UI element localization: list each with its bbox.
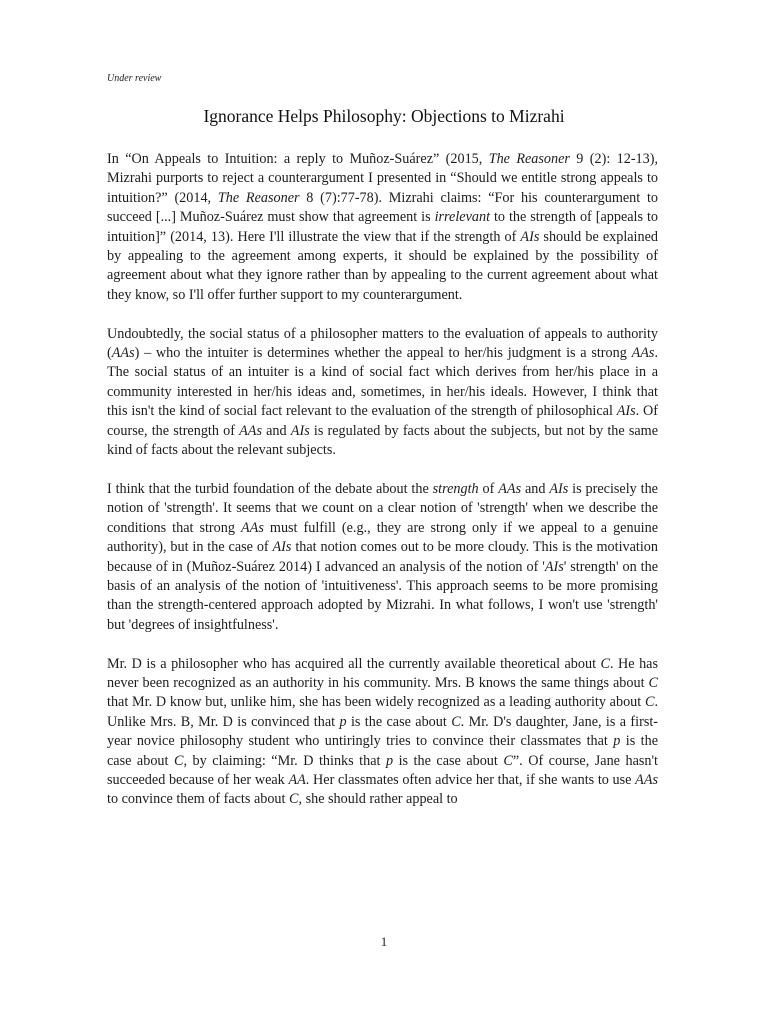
text-run: should be explained by appealing to the agreement among experts, it should be explained by the possibility of agreement about what they ignore rather than by appealing to the current agreement about what they know, so I'll offer further support to my counterargument.: [107, 228, 658, 303]
text-run: is regulated by facts about the subjects, but not by the same kind of facts about the relevant subjects.: [107, 422, 658, 459]
text-run: is precisely the notion of 'strength'. It seems that we count on a clear notion of 'strength' when we describe the conditions that strong: [107, 480, 658, 536]
page-number: 1: [380, 934, 388, 949]
italic-text-run: AIs: [272, 539, 292, 556]
italic-text-run: C: [173, 752, 184, 769]
text-run: that Mr. D know but, unlike him, she has been widely recognized as a leading authority about: [107, 694, 645, 711]
paper-title: Ignorance Helps Philosophy: Objections to Mizrahi: [203, 106, 565, 126]
italic-text-run: p: [385, 752, 394, 769]
text-run: , she should rather appeal to: [298, 791, 458, 808]
italic-text-run: C: [289, 791, 299, 808]
italic-text-run: strength: [432, 480, 479, 497]
text-run: ' strength' on the basis of an analysis of the notion of 'intuitiveness'. This approach seems to be more promising than the strength-centered approach adopted by Mizrahi. In what follows, I won't use 'strength' but 'degrees of insightfulness'.: [107, 558, 659, 633]
text-run: . The social status of an intuiter is a kind of social fact which derives from her/his place in a community interested in her/his ideas and, sometimes, in her/his ideals. However, I think that this isn't the kind of social fact relevant to the evaluation of the strength of philosophical: [107, 345, 658, 420]
italic-text-run: AIs: [549, 480, 569, 497]
review-status-note: Under review: [107, 73, 162, 84]
text-run: is the case about: [107, 733, 659, 769]
text-run: , by claiming: “Mr. D thinks that: [183, 752, 386, 769]
italic-text-run: AIs: [544, 558, 564, 575]
text-run: . Unlike Mrs. B, Mr. D is convinced that: [107, 694, 658, 730]
text-run: 9 (2): 12-13), Mizrahi purports to reject a counterargument I presented in “Should we entitle strong appeals to intuition?” (2014,: [107, 151, 659, 206]
italic-text-run: AIs: [520, 228, 540, 245]
italic-text-run: AAs: [241, 519, 264, 536]
text-run: and: [261, 422, 291, 439]
text-run: Undoubtedly, the social status of a philosopher matters to the evaluation of appeals to authority (: [107, 325, 658, 362]
italic-text-run: p: [613, 733, 621, 750]
italic-text-run: C: [503, 752, 513, 769]
text-run: that notion comes out to be more cloudy. This is the motivation because of in (Muñoz-Suárez 2014) I advanced an analysis of the notion of ': [107, 539, 658, 575]
italic-text-run: AAs: [498, 480, 522, 497]
text-run: must fulfill (e.g., they are strong only if we appeal to a genuine authority), but in the case of: [107, 519, 658, 556]
text-run: ) – who the intuiter is determines whether the appeal to her/his judgment is a strong: [134, 345, 632, 362]
italic-text-run: The Reasoner: [488, 151, 570, 167]
paragraph-1: [107, 150, 658, 305]
text-run: ”. Of course, Jane hasn't succeeded because of her weak: [107, 752, 659, 788]
text-run: . Of course, the strength of: [107, 403, 658, 439]
paragraph-2: [107, 325, 658, 461]
text-run: to the strength of [appeals to intuition]” (2014, 13). Here I'll illustrate the view that if the strength of: [107, 209, 658, 245]
text-run: and: [521, 480, 550, 497]
italic-text-run: AIs: [290, 422, 310, 439]
italic-text-run: AIs: [616, 403, 636, 420]
text-run: 8 (7):77-78). Mizrahi claims: “For his counterargument to succeed [...] Muñoz-Suárez must show that agreement is: [107, 189, 658, 226]
text-run: to convince them of facts about: [107, 791, 290, 808]
italic-text-run: AAs: [239, 422, 262, 439]
italic-text-run: C: [451, 713, 461, 730]
italic-text-run: p: [339, 713, 347, 730]
text-run: In “On Appeals to Intuition: a reply to Muñoz-Suárez” (2015,: [107, 151, 489, 167]
paragraph-3: [107, 480, 658, 635]
text-run: . He has never been recognized as an authority in his community. Mrs. B knows the same things about: [107, 655, 658, 691]
italic-text-run: AAs: [635, 771, 659, 788]
italic-text-run: C: [644, 694, 655, 711]
italic-text-run: The Reasoner: [217, 189, 300, 206]
text-run: is the case about: [393, 752, 504, 769]
italic-text-run: C: [600, 655, 610, 672]
text-run: of: [478, 480, 499, 497]
italic-text-run: irrelevant: [434, 209, 491, 226]
italic-text-run: C: [648, 674, 658, 691]
paper-body: [107, 150, 658, 829]
italic-text-run: AA: [288, 771, 306, 788]
text-run: Mr. D is a philosopher who has acquired all the currently available theoretical about: [107, 655, 601, 672]
text-run: is the case about: [346, 713, 452, 730]
italic-text-run: AAs: [111, 345, 135, 362]
paragraph-4: [107, 655, 658, 810]
italic-text-run: AAs: [631, 345, 655, 362]
text-run: I think that the turbid foundation of the debate about the: [107, 480, 433, 497]
text-run: . Her classmates often advice her that, if she wants to use: [305, 771, 636, 788]
text-run: . Mr. D's daughter, Jane, is a first-year novice philosophy student who untiringly tries to convince their classmates that: [107, 713, 659, 750]
